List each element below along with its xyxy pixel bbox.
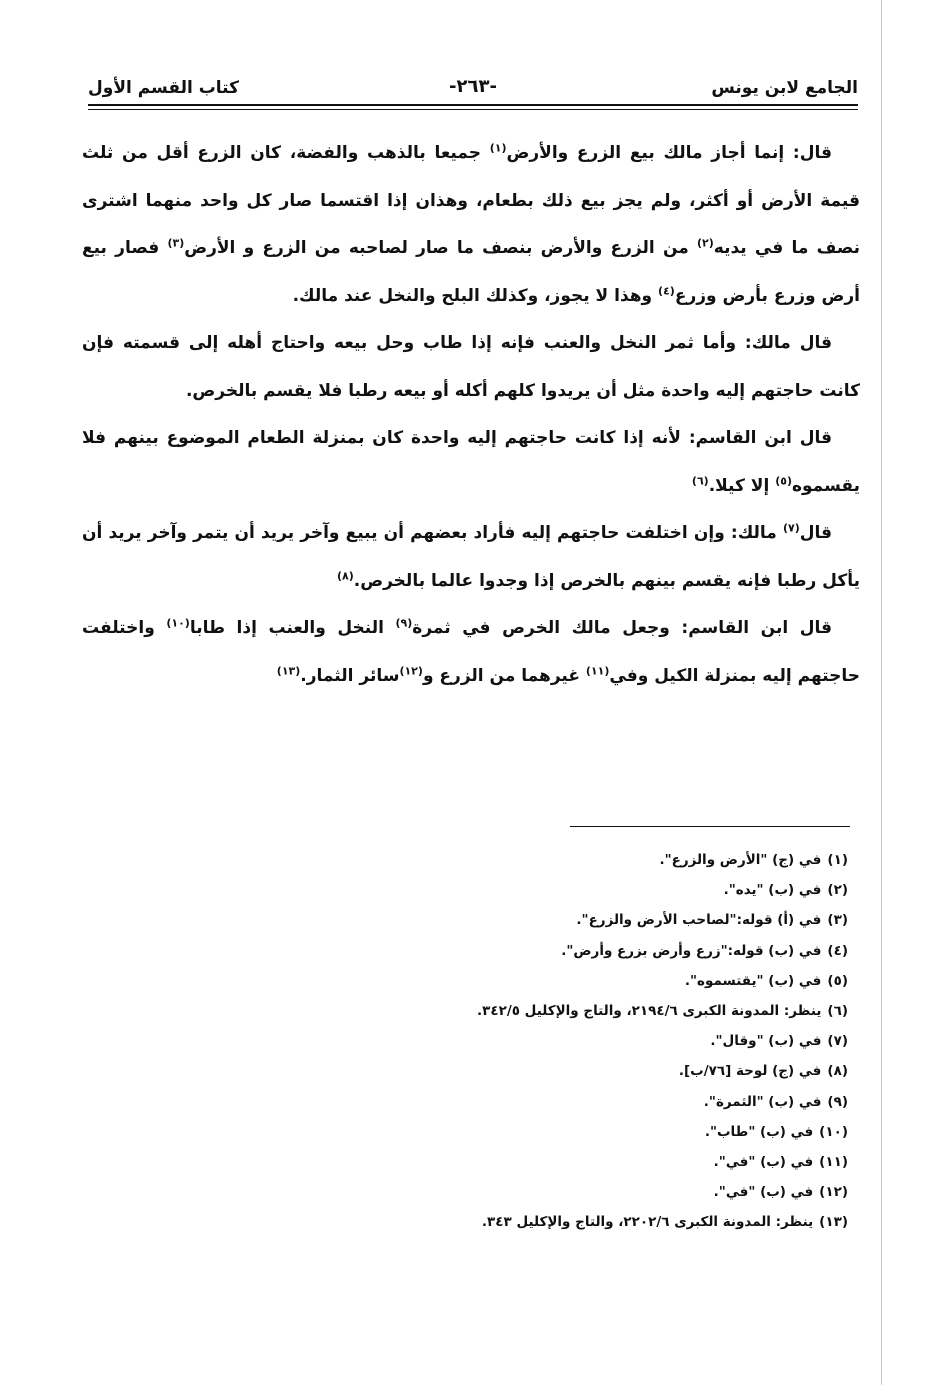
paragraph-text: سائر الثمار. [300, 665, 400, 686]
footnote [300, 875, 848, 905]
footnote [300, 1147, 848, 1177]
footnote-text: في (ب) "في". [713, 1184, 814, 1201]
paragraph [82, 605, 860, 700]
footnote [300, 1117, 848, 1147]
paragraph-text: غيرهما من الزرع و [422, 665, 586, 686]
footnote-text: في (أ) قوله:"لصاحب الأرض والزرع". [576, 912, 822, 929]
page-edge-line [881, 0, 882, 1385]
footnote-text: في (ب) قوله:"زرع وأرض بزرع وأرض". [561, 942, 822, 959]
footnote [300, 996, 848, 1026]
paragraph-text: النخل والعنب إذا طابا [189, 618, 396, 638]
footnote-reference: (١) [489, 141, 507, 155]
footnotes-list [300, 845, 848, 1237]
paragraph [82, 320, 860, 415]
footnote-reference: (٤) [658, 283, 675, 297]
paragraph-text: إلا كيلا. [708, 475, 776, 496]
footnote-reference: (١١) [585, 663, 610, 677]
footnote-number: (٦) [827, 1002, 848, 1019]
footnote-text: ينظر: المدونة الكبرى ٢١٩٤/٦، والتاج والإكليل ٣٤٢/٥. [476, 1002, 822, 1019]
footnote-number: (١٢) [819, 1184, 848, 1201]
footnote-text: في (ب) "الثمرة". [703, 1093, 822, 1110]
running-header [88, 72, 858, 106]
header-book-title: الجامع لابن يونس [711, 78, 858, 98]
footnote-text: ينظر: المدونة الكبرى ٢٢٠٢/٦، والتاج والإكليل ٣٤٣. [481, 1214, 814, 1231]
paragraph-text: قال مالك: وأما ثمر النخل والعنب فإنه إذا طاب وحل بيعه واحتاج أهله إلى قسمته فإن كانت حاجتهم إليه واحدة مثل أن يريدوا كلهم أكله أو بيعه رطبا فلا يقسم بالخرص. [82, 333, 860, 401]
paragraph-text: مالك: وإن اختلفت حاجتهم إليه فأراد بعضهم أن يبيع وآخر يريد أن يتمر وآخر يريد أن يأكل رطبا فإنه يقسم بينهم بالخرص إذا وجدوا عالما بالخرص. [82, 523, 860, 591]
header-section-title: كتاب القسم الأول [88, 78, 240, 98]
footnote [300, 1177, 848, 1207]
paragraph [82, 130, 860, 320]
footnote [300, 1056, 848, 1086]
footnote-text: في (ج) لوحة [٧٦/ب]. [678, 1063, 822, 1080]
footnote-number: (٣) [827, 912, 848, 929]
footnote [300, 1087, 848, 1117]
footnote-number: (٩) [827, 1093, 848, 1110]
paragraph-text: قال [799, 523, 832, 543]
footnote [300, 1207, 848, 1237]
footnote-text: في (ب) "طاب". [704, 1123, 814, 1140]
paragraph-text: جميعا بالذهب والفضة، كان الزرع أقل من ثلث قيمة الأرض أو أكثر، ولم يجز بيع ذلك بطعام، وهذان إذا اقتسما صار كل واحد منهما اشترى نصف ما في يديه [82, 143, 860, 258]
paragraph [82, 510, 860, 605]
footnote-text: في (ب) "يده". [723, 882, 822, 899]
footnote-number: (١) [827, 852, 848, 868]
paragraph-text: فصار بيع أرض وزرع بأرض وزرع [82, 238, 860, 306]
footnote [300, 1026, 848, 1056]
paragraph [82, 415, 860, 510]
footnote-reference: (٧) [782, 521, 800, 535]
footnote-reference: (٩) [395, 616, 413, 630]
footnote-reference: (١٠) [166, 616, 190, 630]
footnote [300, 845, 848, 875]
footnote-text: في (ج) "الأرض والزرع". [659, 852, 822, 868]
footnote [300, 966, 848, 996]
footnote-number: (٥) [827, 972, 848, 989]
footnote-reference: (١٢) [399, 663, 423, 677]
footnote-reference: (٥) [775, 473, 792, 487]
footnote-text: في (ب) "وقال". [710, 1033, 822, 1050]
paragraph-text: وهذا لا يجوز، وكذلك البلح والنخل عند مالك. [292, 285, 659, 306]
footnote-reference: (٣) [167, 236, 185, 250]
footnote-reference: (٦) [691, 473, 709, 487]
page-number: -٢٦٣- [449, 76, 497, 97]
paragraph-text: قال: إنما أجاز مالك بيع الزرع والأرض [506, 143, 832, 163]
footnote-text: في (ب) "يقتسموه". [684, 972, 822, 989]
footnote [300, 905, 848, 935]
footnote-text: في (ب) "في". [713, 1153, 814, 1170]
footnote-number: (٨) [827, 1063, 848, 1080]
main-text [82, 130, 860, 700]
footnote-number: (١٠) [819, 1123, 848, 1140]
footnote-reference: (١٣) [276, 663, 301, 677]
paragraph-text: قال ابن القاسم: وجعل مالك الخرص في ثمرة [412, 618, 832, 638]
paragraph-text: قال ابن القاسم: لأنه إذا كانت حاجتهم إليه واحدة كان بمنزلة الطعام الموضوع بينهم فلا يقسموه [82, 428, 860, 496]
footnote-number: (٤) [827, 942, 848, 959]
footnote-number: (١١) [819, 1153, 848, 1170]
footnote-number: (٢) [827, 882, 848, 899]
footnote [300, 936, 848, 966]
header-divider [88, 104, 858, 110]
paragraph-text: واختلفت حاجتهم إليه بمنزلة الكيل وفي [82, 618, 860, 686]
footnote-reference: (٨) [337, 568, 354, 582]
footnote-number: (٧) [827, 1033, 848, 1050]
paragraph-text: من الزرع والأرض بنصف ما صار لصاحبه من الزرع و الأرض [184, 238, 698, 258]
footnote-reference: (٢) [697, 236, 714, 250]
footnote-number: (١٣) [819, 1214, 848, 1231]
footnote-divider [570, 826, 850, 827]
